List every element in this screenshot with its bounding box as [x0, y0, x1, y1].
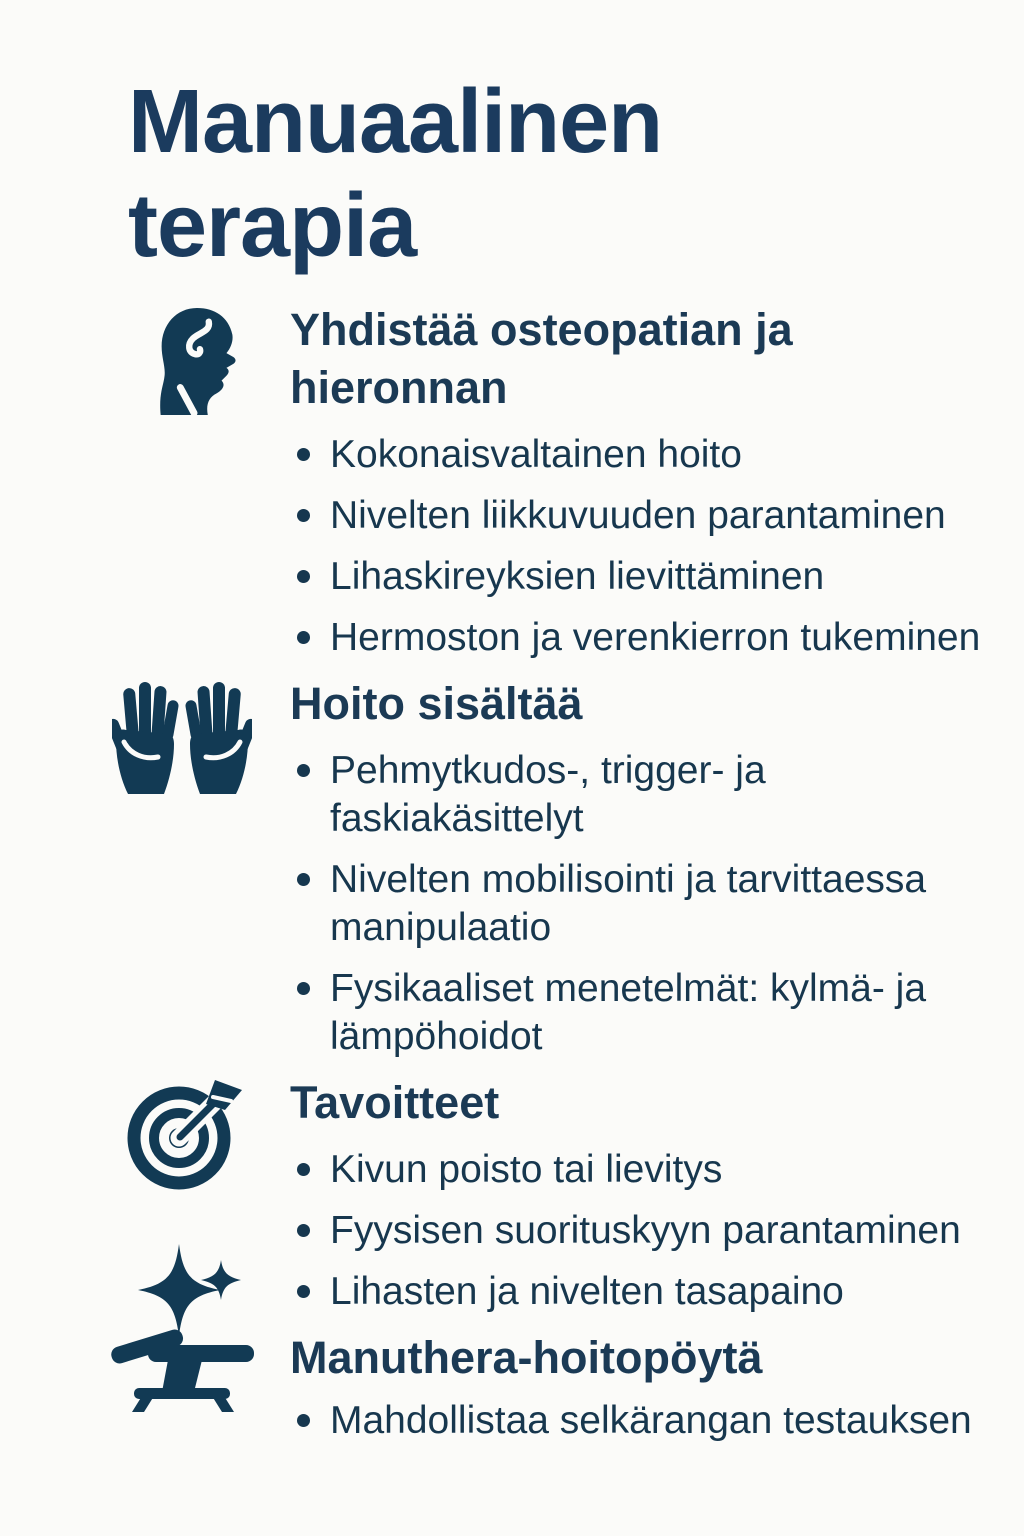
bullet-text: Fysikaaliset menetelmät: kylmä- ja lämpöhoidot	[330, 966, 927, 1058]
bullet-text: Hermoston ja verenkierron tukeminen	[330, 615, 981, 659]
bullet-dot	[297, 509, 310, 522]
bullet-text: Nivelten liikkuvuuden parantaminen	[330, 493, 946, 537]
section-osteopathy	[0, 301, 1024, 662]
list-item	[290, 747, 1015, 843]
section-heading: Hoito sisältää	[290, 677, 583, 729]
bullet-list	[290, 431, 1024, 662]
bullet-dot	[297, 1224, 310, 1237]
list-item	[290, 492, 1015, 540]
hands-icon	[112, 680, 252, 794]
bullet-list	[290, 747, 1024, 1061]
section-manuthera-table	[0, 1329, 1024, 1445]
bullet-text: Lihaskireyksien lievittäminen	[330, 554, 825, 598]
list-item	[290, 856, 1015, 952]
list-item	[290, 431, 1015, 479]
bullet-text: Mahdollistaa selkärangan testauksen	[330, 1398, 972, 1442]
bullet-dot	[297, 1163, 310, 1176]
list-item	[290, 1268, 1015, 1316]
sparkle-treatment-table-icon	[108, 1240, 262, 1412]
bullet-dot	[297, 873, 310, 886]
list-item	[290, 965, 1015, 1061]
bullet-list	[290, 1146, 1024, 1316]
list-item	[290, 614, 1015, 662]
bullet-text: Fyysisen suorituskyyn parantaminen	[330, 1208, 961, 1252]
bullet-list	[290, 1397, 1024, 1445]
bullet-dot	[297, 631, 310, 644]
page-title: Manuaalinen terapia	[128, 72, 663, 277]
list-item	[290, 1397, 1015, 1445]
bullet-dot	[297, 1414, 310, 1427]
list-item	[290, 553, 1015, 601]
list-item	[290, 1207, 1015, 1255]
section-heading: Tavoitteet	[290, 1076, 500, 1128]
bullet-text: Nivelten mobilisointi ja tarvittaessa manipulaatio	[330, 857, 927, 949]
target-icon	[122, 1074, 248, 1192]
section-heading: Manuthera-hoitopöytä	[290, 1331, 763, 1383]
bullet-dot	[297, 764, 310, 777]
bullet-dot	[297, 1285, 310, 1298]
bullet-dot	[297, 448, 310, 461]
section-treatment-includes	[0, 675, 1024, 1061]
bullet-text: Lihasten ja nivelten tasapaino	[330, 1269, 844, 1313]
bullet-text: Kokonaisvaltainen hoito	[330, 432, 742, 476]
bullet-text: Kivun poisto tai lievitys	[330, 1147, 723, 1191]
bullet-dot	[297, 982, 310, 995]
bullet-text: Pehmytkudos-, trigger- ja faskiakäsittelyt	[330, 748, 766, 840]
bullet-dot	[297, 570, 310, 583]
head-profile-icon	[150, 305, 242, 415]
section-heading: Yhdistää osteopatian ja hieronnan	[290, 303, 793, 413]
list-item	[290, 1146, 1015, 1194]
